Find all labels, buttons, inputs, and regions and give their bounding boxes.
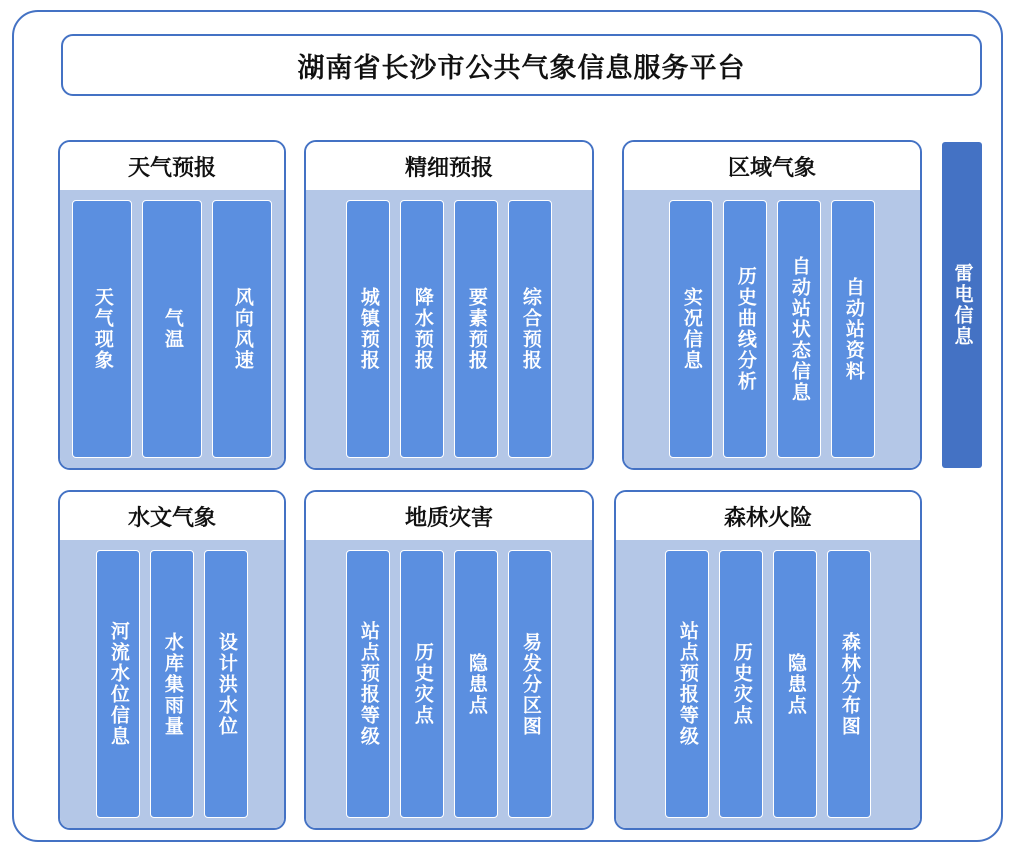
module-hidden-danger-points-fire[interactable]: 隐患点	[773, 550, 817, 818]
module-comprehensive-forecast[interactable]: 综合预报	[508, 200, 552, 458]
module-town-forecast[interactable]: 城镇预报	[346, 200, 390, 458]
module-aws-data[interactable]: 自动站资料	[831, 200, 875, 458]
group-body-weather-forecast	[60, 190, 284, 468]
page-title: 湖南省长沙市公共气象信息服务平台	[297, 52, 746, 83]
group-title-geological-hazard: 地质灾害	[306, 492, 592, 540]
group-weather-forecast[interactable]	[58, 140, 286, 470]
module-station-forecast-level-geo[interactable]: 站点预报等级	[346, 550, 390, 818]
module-river-water-level[interactable]: 河流水位信息	[96, 550, 140, 818]
module-historical-hazard-points-fire[interactable]: 历史灾点	[719, 550, 763, 818]
group-title-forest-fire-risk: 森林火险	[616, 492, 920, 540]
group-forest-fire-risk[interactable]	[614, 490, 922, 830]
module-history-curve-analysis[interactable]: 历史曲线分析	[723, 200, 767, 458]
module-station-forecast-level-fire[interactable]: 站点预报等级	[665, 550, 709, 818]
module-weather-phenomena[interactable]: 天气现象	[72, 200, 132, 458]
module-prone-zone-map[interactable]: 易发分区图	[508, 550, 552, 818]
group-title-fine-forecast: 精细预报	[306, 142, 592, 190]
module-lightning-info[interactable]: 雷电信息	[942, 142, 982, 468]
module-hidden-danger-points-geo[interactable]: 隐患点	[454, 550, 498, 818]
group-body-regional-meteorology	[624, 190, 920, 468]
module-precipitation-forecast[interactable]: 降水预报	[400, 200, 444, 458]
group-body-hydro-meteorology	[60, 540, 284, 828]
group-title-regional-meteorology: 区域气象	[624, 142, 920, 190]
group-body-forest-fire-risk	[616, 540, 920, 828]
module-forest-distribution-map[interactable]: 森林分布图	[827, 550, 871, 818]
module-design-flood-level[interactable]: 设计洪水位	[204, 550, 248, 818]
group-title-weather-forecast: 天气预报	[60, 142, 284, 190]
group-regional-meteorology[interactable]	[622, 140, 922, 470]
module-aws-status-info[interactable]: 自动站状态信息	[777, 200, 821, 458]
module-historical-hazard-points-geo[interactable]: 历史灾点	[400, 550, 444, 818]
group-body-fine-forecast	[306, 190, 592, 468]
group-title-hydro-meteorology: 水文气象	[60, 492, 284, 540]
outer-frame	[12, 10, 1003, 842]
platform-title-bar	[61, 34, 982, 96]
group-body-geological-hazard	[306, 540, 592, 828]
module-live-info[interactable]: 实况信息	[669, 200, 713, 458]
group-geological-hazard[interactable]	[304, 490, 594, 830]
group-fine-forecast[interactable]	[304, 140, 594, 470]
module-element-forecast[interactable]: 要素预报	[454, 200, 498, 458]
module-wind[interactable]: 风向风速	[212, 200, 272, 458]
group-hydro-meteorology[interactable]	[58, 490, 286, 830]
module-reservoir-rainfall[interactable]: 水库集雨量	[150, 550, 194, 818]
module-temperature[interactable]: 气温	[142, 200, 202, 458]
